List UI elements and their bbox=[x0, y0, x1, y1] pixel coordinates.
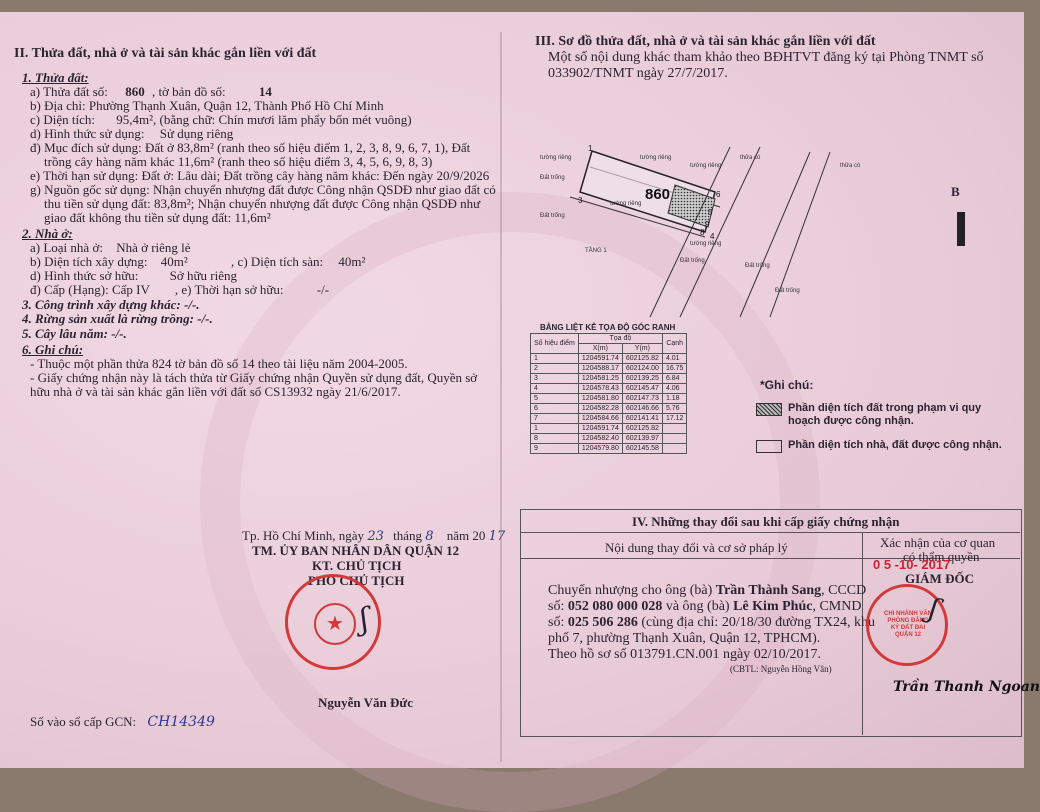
coord-row bbox=[531, 424, 687, 434]
compass-b: B bbox=[951, 184, 960, 199]
vice-chairman: PHÓ CHỦ TỊCH bbox=[308, 573, 405, 588]
coord-cell-e: 1.18 bbox=[662, 394, 687, 404]
coord-cell-n: 6 bbox=[531, 404, 579, 414]
coord-cell-n: 7 bbox=[531, 414, 579, 424]
legend-planning-1: Phần diện tích đất trong phạm vi quy bbox=[788, 402, 982, 414]
land-origin-2: thu tiền sử dụng đất: 83,8m²; Nhận chuyển nhượng đất được Công nhận QSDĐ như bbox=[44, 196, 481, 211]
other-works: 3. Công trình xây dựng khác: -/-. bbox=[22, 297, 200, 312]
legend-swatch-recognized bbox=[756, 440, 782, 453]
land-address: b) Địa chỉ: Phường Thạnh Xuân, Quận 12, Thành Phố Hồ Chí Minh bbox=[30, 98, 384, 113]
lbl-tuong-rieng-4: tường riêng bbox=[690, 163, 722, 169]
coord-cell-e: 6.84 bbox=[662, 374, 687, 384]
coord-cell-e bbox=[662, 424, 687, 434]
coord-cell-x: 1204581.25 bbox=[578, 374, 622, 384]
signature-1: ʃ bbox=[357, 601, 372, 638]
note-1: - Thuộc một phần thửa 824 tờ bản đồ số 14 theo tài liệu năm 2004-2005. bbox=[30, 356, 408, 371]
coord-cell-x: 1204582.28 bbox=[578, 404, 622, 414]
legend-recognized: Phần diện tích nhà, đất được công nhận. bbox=[788, 439, 1002, 451]
svg-text:1: 1 bbox=[588, 144, 593, 153]
parcel-label: 860 bbox=[645, 186, 671, 203]
house-heading: 2. Nhà ở: bbox=[22, 226, 73, 241]
coord-cell-n: 1 bbox=[531, 424, 579, 434]
coord-table-title: BẢNG LIỆT KÊ TỌA ĐỘ GÓC RANH bbox=[540, 323, 676, 332]
change-line-4: phố 7, phường Thạnh Xuân, Quận 12, TPHCM). bbox=[548, 631, 821, 646]
coord-cell-y: 602139.25 bbox=[622, 374, 662, 384]
coord-cell-n: 2 bbox=[531, 364, 579, 374]
coord-cell-x: 1204581.80 bbox=[578, 394, 622, 404]
section-iii-title: III. Sơ đồ thửa đất, nhà ở và tài sản khác gắn liền với đất bbox=[535, 34, 876, 49]
director-signature-name: Trần Thanh Ngoan bbox=[893, 679, 1040, 695]
lbl-thua-co-2: thửa có bbox=[840, 163, 861, 169]
coord-row bbox=[531, 444, 687, 454]
col-x: X(m) bbox=[578, 344, 622, 354]
land-term: e) Thời hạn sử dụng: Đất ở: Lâu dài; Đất trồng cây hàng năm khác: Đến ngày 20/9/2026 bbox=[30, 168, 490, 183]
ref-line-1: Một số nội dung khác tham khảo theo BĐHTVT đăng ký tại Phòng TNMT số bbox=[548, 50, 984, 65]
change-line-3: số: 025 506 286 (cùng địa chỉ: 20/18/30 đường TX24, khu bbox=[548, 615, 875, 630]
coord-row bbox=[531, 384, 687, 394]
committee: TM. ỦY BAN NHÂN DÂN QUẬN 12 bbox=[252, 543, 460, 558]
col-point: Số hiệu điểm bbox=[531, 334, 579, 354]
col-coord: Tọa độ bbox=[578, 334, 662, 344]
land-purpose-1: đ) Mục đích sử dụng: Đất ở 83,8m² (ranh theo số hiệu điểm 1, 2, 3, 8, 9, 6, 7, 1), Đất bbox=[30, 140, 471, 155]
land-parcel-line: a) Thửa đất số: 860 , tờ bản đồ số: 14 bbox=[30, 84, 272, 99]
lbl-tuong-rieng-3: tường riêng bbox=[640, 155, 672, 161]
coord-cell-e: 4.06 bbox=[662, 384, 687, 394]
forest: 4. Rừng sản xuất là rừng trồng: -/-. bbox=[22, 311, 213, 326]
coord-row bbox=[531, 364, 687, 374]
coord-cell-y: 602145.58 bbox=[622, 444, 662, 454]
coord-cell-n: 5 bbox=[531, 394, 579, 404]
changes-col-confirm-1: Xác nhận của cơ quan bbox=[880, 535, 996, 550]
lbl-dat-trong-1: Đất trống bbox=[540, 175, 565, 181]
district-seal: ★ bbox=[285, 574, 381, 670]
land-purpose-2: trồng cây hàng năm khác 11,6m² (ranh theo số hiệu điểm 3, 4, 5, 6, 9, 8, 3) bbox=[44, 154, 433, 169]
coord-cell-n: 1 bbox=[531, 354, 579, 364]
director-title: GIÁM ĐỐC bbox=[905, 571, 974, 586]
lbl-tuong-rieng-2: tường riêng bbox=[610, 201, 642, 207]
coord-row bbox=[531, 404, 687, 414]
coord-cell-y: 602139.97 bbox=[622, 434, 662, 444]
note-3: hữu nhà ở và tài sản khác gắn liền với đất số CS13932 ngày 21/6/2017. bbox=[30, 384, 401, 399]
branch-seal: CHI NHÁNH VĂN PHÒNG ĐĂNG KÝ ĐẤT ĐAI QUẬN 12 bbox=[866, 584, 948, 666]
coord-cell-e: 5.76 bbox=[662, 404, 687, 414]
coord-cell-x: 1204578.43 bbox=[578, 384, 622, 394]
land-use-form: d) Hình thức sử dụng: Sử dụng riêng bbox=[30, 126, 234, 141]
svg-text:5: 5 bbox=[708, 208, 713, 217]
change-line-2: số: 052 080 000 028 và ông (bà) Lê Kim Phúc, CMND bbox=[548, 599, 862, 614]
lbl-dat-trong-4: Đất trống bbox=[775, 288, 800, 294]
coord-cell-x: 1204591.74 bbox=[578, 354, 622, 364]
coord-cell-e: 17.12 bbox=[662, 414, 687, 424]
site-plan-diagram bbox=[530, 137, 960, 322]
coord-cell-e: 4.01 bbox=[662, 354, 687, 364]
coord-cell-n: 3 bbox=[531, 374, 579, 384]
signature-2: ʃ bbox=[925, 591, 942, 626]
coord-cell-e bbox=[662, 444, 687, 454]
perennial-trees: 5. Cây lâu năm: -/-. bbox=[22, 326, 127, 341]
coord-cell-x: 1204591.74 bbox=[578, 424, 622, 434]
lbl-tuong-rieng-1: tường riêng bbox=[540, 155, 572, 161]
certificate-paper bbox=[0, 12, 1040, 768]
land-area: c) Diện tích: 95,4m², (bằng chữ: Chín mươi lăm phẩy bốn mét vuông) bbox=[30, 112, 412, 127]
section-ii-title: II. Thửa đất, nhà ở và tài sản khác gắn liền với đất bbox=[14, 46, 317, 61]
house-area: b) Diện tích xây dựng: 40m² , c) Diện tích sàn: 40m² bbox=[30, 254, 366, 269]
land-origin-1: g) Nguồn gốc sử dụng: Nhận chuyển nhượng đất được Công nhận QSDĐ như giao đất có bbox=[30, 182, 496, 197]
svg-text:4: 4 bbox=[710, 232, 715, 241]
legend-swatch-planning bbox=[756, 403, 782, 416]
chairman-kt: KT. CHỦ TỊCH bbox=[312, 558, 402, 573]
lbl-dat-trong-2: Đất trống bbox=[540, 213, 565, 219]
signing-date: Tp. Hồ Chí Minh, ngày 23 tháng 8 năm 20 17 bbox=[242, 528, 506, 544]
gcn-number: Số vào sổ cấp GCN: CH14349 bbox=[30, 714, 215, 730]
lbl-tang-1: TẦNG 1 bbox=[585, 248, 607, 254]
coord-cell-n: 4 bbox=[531, 384, 579, 394]
changes-col-content: Nội dung thay đổi và cơ sở pháp lý bbox=[605, 540, 788, 555]
coord-cell-y: 602145.47 bbox=[622, 384, 662, 394]
note-2: - Giấy chứng nhận này là tách thửa từ Giấy chứng nhận Quyền sử dụng đất, Quyền sở bbox=[30, 370, 478, 385]
coord-cell-y: 602125.82 bbox=[622, 424, 662, 434]
coord-cell-e bbox=[662, 434, 687, 444]
coord-cell-n: 8 bbox=[531, 434, 579, 444]
coord-cell-y: 602147.73 bbox=[622, 394, 662, 404]
house-grade: đ) Cấp (Hạng): Cấp IV , e) Thời hạn sở hữu: -/- bbox=[30, 282, 330, 297]
coord-table bbox=[530, 333, 687, 454]
house-ownership: d) Hình thức sở hữu: Sở hữu riêng bbox=[30, 268, 237, 283]
coord-cell-x: 1204582.40 bbox=[578, 434, 622, 444]
lbl-thua-co-1: thửa có bbox=[740, 155, 761, 161]
land-heading: 1. Thửa đất: bbox=[22, 70, 89, 85]
legend-title: *Ghi chú: bbox=[760, 378, 814, 392]
lbl-tuong-rieng-5: tường riêng bbox=[690, 241, 722, 247]
coord-row bbox=[531, 374, 687, 384]
coord-row bbox=[531, 434, 687, 444]
coord-cell-y: 602146.66 bbox=[622, 404, 662, 414]
changes-title: IV. Những thay đổi sau khi cấp giấy chứng nhận bbox=[632, 514, 900, 529]
coord-cell-y: 602141.41 bbox=[622, 414, 662, 424]
notes-heading: 6. Ghi chú: bbox=[22, 342, 84, 357]
coord-cell-y: 602124.00 bbox=[622, 364, 662, 374]
lbl-dat-trong-3: Đất trống bbox=[745, 263, 770, 269]
svg-text:6: 6 bbox=[716, 190, 721, 199]
house-type: a) Loại nhà ở: Nhà ở riêng lẻ bbox=[30, 240, 191, 255]
coord-cell-e: 16.75 bbox=[662, 364, 687, 374]
change-cbtl: (CBTL: Nguyễn Hồng Vân) bbox=[730, 664, 832, 674]
coord-row bbox=[531, 394, 687, 404]
north-arrow-icon bbox=[957, 212, 965, 246]
signer-name: Nguyễn Văn Đức bbox=[318, 695, 413, 710]
land-origin-3: giao đất không thu tiền sử dụng đất: 11,6m² bbox=[44, 210, 271, 225]
coord-cell-x: 1204584.66 bbox=[578, 414, 622, 424]
coord-cell-x: 1204579.80 bbox=[578, 444, 622, 454]
confirm-date: 0 5 -10- 2017 bbox=[873, 557, 951, 572]
changes-col-confirm-2: có thẩm quyền bbox=[903, 549, 980, 564]
coord-row bbox=[531, 354, 687, 364]
change-line-1: Chuyển nhượng cho ông (bà) Trần Thành Sang, CCCD bbox=[548, 583, 867, 598]
legend-planning-2: hoạch được công nhận. bbox=[788, 415, 914, 427]
col-y: Y(m) bbox=[622, 344, 662, 354]
change-line-5: Theo hồ sơ số 013791.CN.001 ngày 02/10/2017. bbox=[548, 647, 822, 662]
lbl-dat-trong-5: Đất trống bbox=[680, 258, 705, 264]
ref-line-2: 033902/TNMT ngày 27/7/2017. bbox=[548, 66, 728, 81]
coord-cell-y: 602125.82 bbox=[622, 354, 662, 364]
coord-row bbox=[531, 414, 687, 424]
svg-text:8: 8 bbox=[700, 228, 705, 237]
coord-cell-x: 1204588.17 bbox=[578, 364, 622, 374]
col-edge: Cạnh bbox=[662, 334, 687, 354]
coord-cell-n: 9 bbox=[531, 444, 579, 454]
svg-text:9: 9 bbox=[705, 220, 710, 229]
svg-text:3: 3 bbox=[578, 196, 583, 205]
